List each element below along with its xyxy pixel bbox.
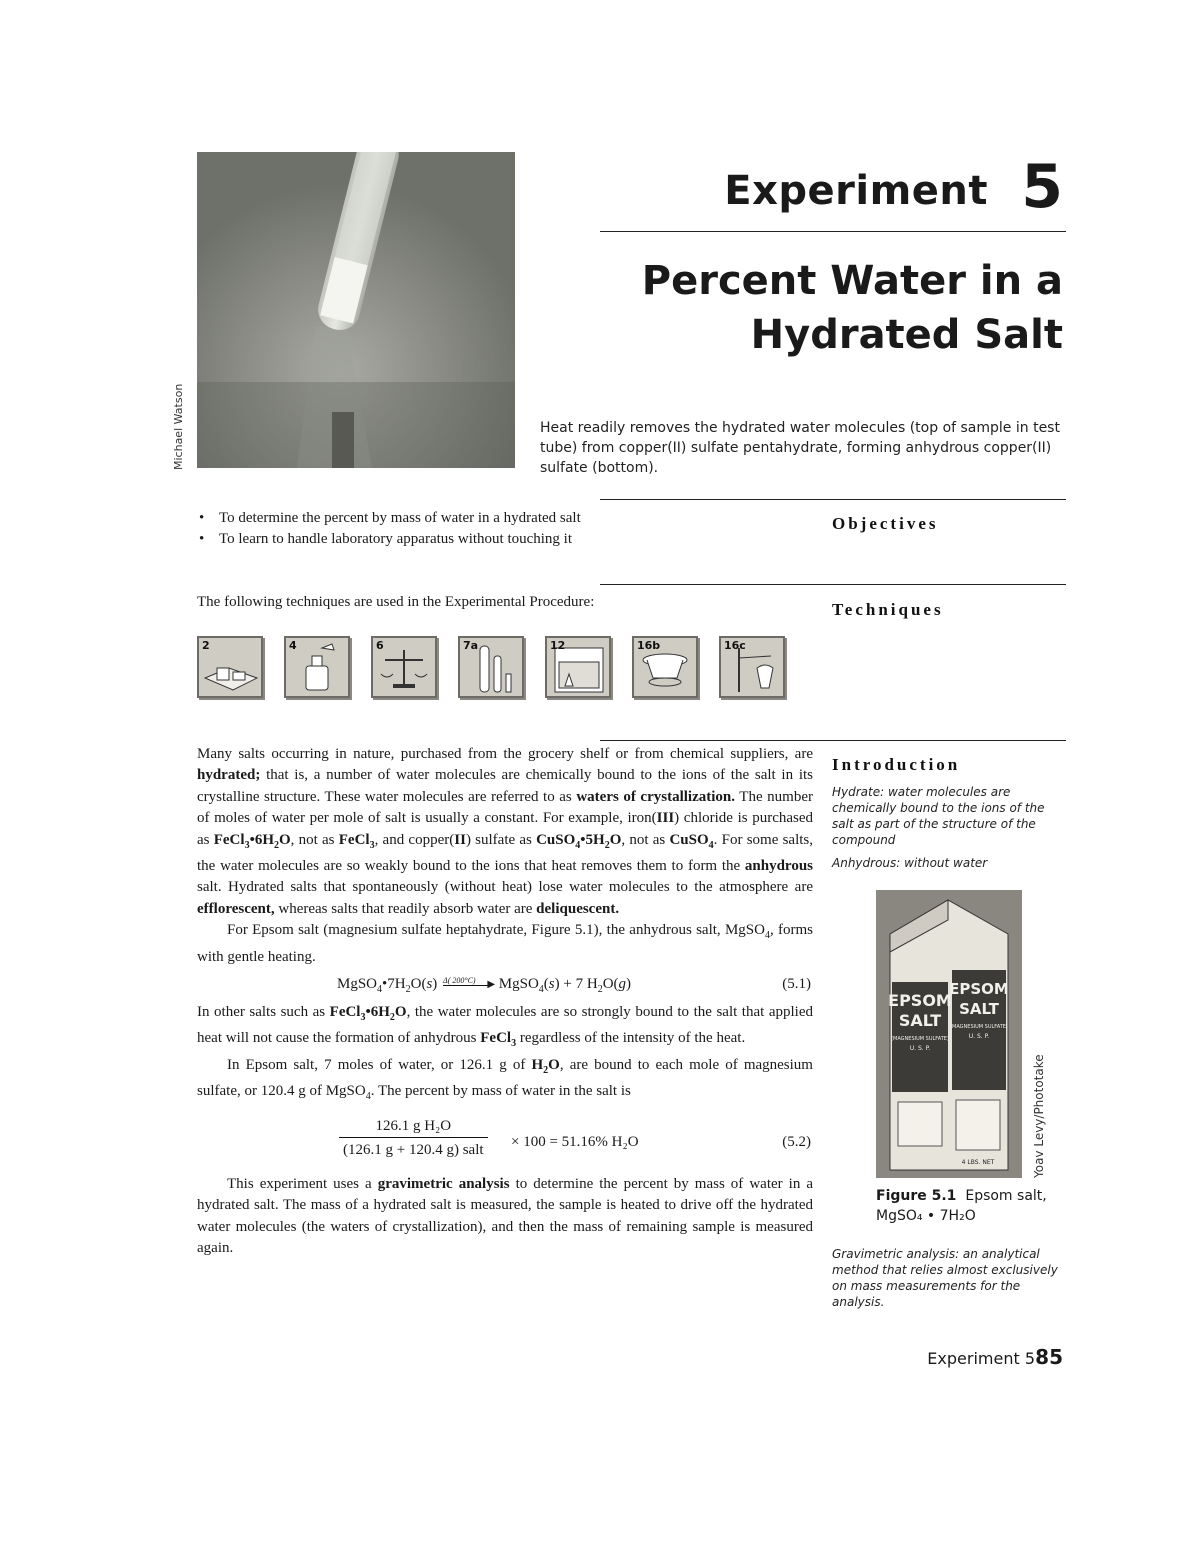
technique-icon-7a (458, 636, 524, 698)
techniques-rule (600, 584, 1066, 585)
epsom-salt-figure (876, 890, 1022, 1178)
fraction-numerator: 126.1 g H₂O (339, 1116, 488, 1138)
paragraph: Many salts occurring in nature, purchased from the grocery shelf or from chemical suppliers, are hydrated; that is, a number of water molecules are chemically bound to the ions of the salt in its crystalline structure. These water molecules are referred to as waters of crystallization. The number of moles of water per mole of salt is usually a constant. For example, iron(III) chloride is purchased as $FeCl_3•6H_2O$, not as FeCl$_3$, and copper(II) sulfate as $CuSO_4•5H_2O$, not as CuSO$_4$. For some salts, the water molecules are so weakly bound to the ions that heat removes them to form the anhydrous salt. Hydrated salts that spontaneously (without heat) lose water molecules to the atmosphere are efflorescent, whereas salts that readily absorb water are deliquescent. (197, 746, 814, 917)
technique-number: 12 (550, 639, 566, 652)
photo-caption: Heat readily removes the hydrated water molecules (top of sample in test tube) from copper(II) sulfate pentahydrate, forming anhydrous copper(II) sulfate (bottom). (540, 420, 1060, 476)
technique-number: 6 (376, 639, 384, 652)
box-usp-right: U. S. P. (968, 1033, 990, 1040)
header-rule (600, 231, 1066, 232)
paragraph: In other salts such as $FeCl_3•6H_2O$, the water molecules are so strongly bound to the salt that applied heat will not cause the formation of anhydrous FeCl$_3$ regardless of the intensity of the heat. (197, 1004, 813, 1050)
reaction-arrow: Δ( 200°C) ▶ (441, 978, 495, 992)
paragraph: For Epsom salt (magnesium sulfate heptahydrate, Figure 5.1), the anhydrous salt, MgSO$_4$, forms with gentle heating. (197, 922, 813, 965)
page-number: 85 (1035, 1345, 1063, 1369)
equation-number: (5.1) (782, 976, 811, 993)
figure-caption-text: Epsom salt, (965, 1188, 1047, 1204)
objectives-list (197, 508, 717, 550)
figure-caption-formula: MgSO₄ • 7H₂O (876, 1208, 976, 1224)
technique-icon-4 (284, 636, 350, 698)
technique-icon-12 (545, 636, 611, 698)
equation-number: (5.2) (782, 1133, 811, 1150)
equation-5-1 (197, 968, 813, 1002)
techniques-intro: The following techniques are used in the Experimental Procedure: (197, 594, 595, 610)
objective-item: • To learn to handle laboratory apparatus without touching it (197, 529, 717, 550)
introduction-rule (600, 740, 1066, 741)
box-brand-left-1: EPSOM (888, 991, 952, 1010)
equation-body: $MgSO_4•7H_2O(s)$ Δ( 200°C) ▶ MgSO$_4$(s) + 7 $H_2O(g)$ (337, 974, 631, 1000)
technique-icon-6 (371, 636, 437, 698)
photo-credit: Michael Watson (172, 383, 185, 470)
box-sub-left: (MAGNESIUM SULFATE) (891, 1036, 949, 1042)
fraction-denominator: (126.1 g + 120.4 g) salt (343, 1142, 484, 1159)
figure-label: Figure 5.1 (876, 1188, 957, 1204)
note-gravimetric: Gravimetric analysis: an analytical method that relies almost exclusively on mass measurements for the analysis. (832, 1247, 1058, 1309)
technique-number: 4 (289, 639, 297, 652)
fraction (339, 1116, 488, 1162)
title-line-1: Percent Water in a (641, 258, 1063, 304)
technique-number: 16c (724, 639, 746, 652)
paragraph: This experiment uses a gravimetric analysis to determine the percent by mass of water in a hydrated salt. The mass of a hydrated salt is measured, the sample is heated to drive off the hydrated water molecules (the waters of crystallization), and then the mass of remaining sample is measured again. (197, 1175, 814, 1256)
objective-item: • To determine the percent by mass of water in a hydrated salt (197, 508, 717, 529)
note-anhydrous: Anhydrous: without water (832, 856, 988, 870)
introduction-heading: Introduction (832, 755, 961, 774)
experiment-label: Experiment (724, 168, 988, 214)
equation-5-2 (197, 1108, 813, 1174)
box-weight: 4 LBS. NET (961, 1159, 995, 1166)
page-title (543, 254, 1063, 362)
experiment-number: 5 (1021, 152, 1063, 222)
introduction-body (197, 744, 813, 1259)
technique-number: 16b (637, 639, 661, 652)
objectives-heading: Objectives (832, 514, 939, 533)
technique-icon-16b (632, 636, 698, 698)
technique-icon-2 (197, 636, 263, 698)
box-brand-right-2: SALT (959, 1000, 999, 1018)
reaction-condition: Δ( 200°C) (443, 975, 476, 985)
note-hydrate: Hydrate: water molecules are chemically bound to the ions of the salt as part of the structure of the compound (832, 785, 1045, 847)
equation-result: × 100 = 51.16% H₂O (511, 1133, 639, 1150)
figure-caption (876, 1186, 1066, 1226)
techniques-heading: Techniques (832, 600, 944, 619)
test-tube-photo (197, 152, 515, 468)
box-usp-left: U. S. P. (909, 1045, 931, 1052)
technique-number: 7a (463, 639, 479, 652)
figure-credit: Yoav Levy/Phototake (1032, 1054, 1046, 1178)
box-brand-left-2: SALT (898, 1011, 942, 1030)
box-brand-right-1: EPSOM (949, 980, 1009, 998)
box-sub-right: (MAGNESIUM SULFATE) (950, 1024, 1008, 1030)
technique-number: 2 (202, 639, 210, 652)
footer-label: Experiment 5 (927, 1349, 1035, 1368)
objectives-rule (600, 499, 1066, 500)
title-line-2: Hydrated Salt (750, 312, 1063, 358)
technique-icon-16c (719, 636, 785, 698)
paragraph: In Epsom salt, 7 moles of water, or 126.1 g of $H_2O$, are bound to each mole of magnesium sulfate, or 120.4 g of MgSO$_4$. The percent by mass of water in the salt is (197, 1056, 813, 1103)
